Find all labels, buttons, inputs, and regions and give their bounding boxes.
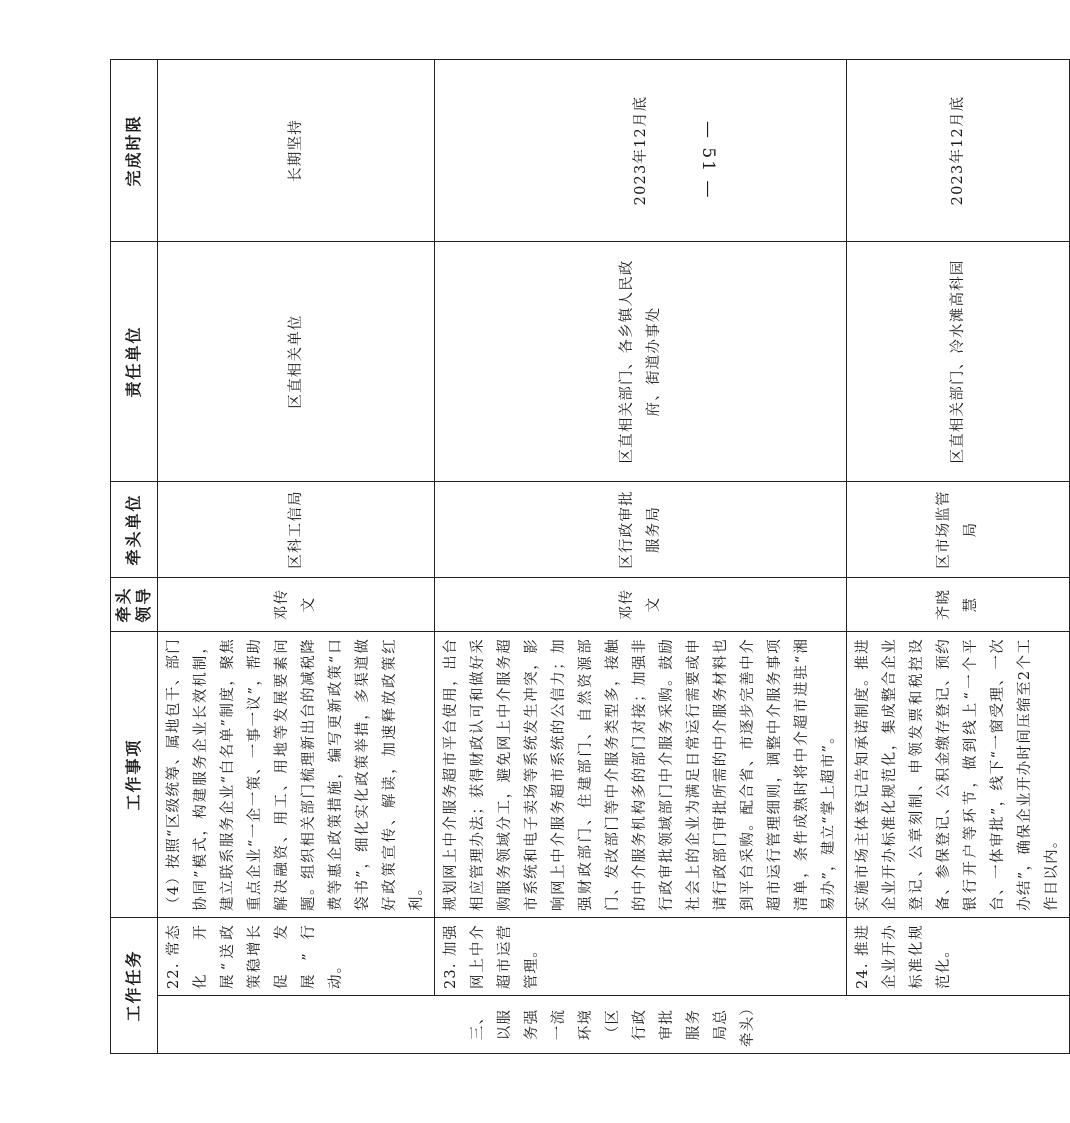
table-row	[847, 59, 1070, 1053]
work-task-table	[110, 59, 1070, 1054]
lead-unit-cell: 区市场监管局	[847, 481, 1070, 577]
item-cell: 实施市场主体登记告知承诺制度。推进企业开办标准化规范化，集成整合企业登记、公章刻制、申领发票和税控设备、参保登记、公积金缴存登记、预约银行开户等环节，做到线上“一个平台、一体审批”，线下“一窗受理、一次办结”，确保企业开办时间压缩至2个工作日以内。	[847, 631, 1070, 917]
category-cell: 三、以服务强一流环境（区行政审批服务局总牵头）	[158, 996, 1070, 1054]
header-task: 工作任务	[111, 917, 158, 1053]
header-row	[111, 59, 158, 1053]
leader-cell: 齐晓慧	[847, 577, 1070, 631]
deadline-cell: 2023年12月底	[847, 59, 1070, 241]
responsible-cell: 区直相关部门、冷水滩高科园	[847, 241, 1070, 481]
header-lead-unit: 牵头单位	[111, 481, 158, 577]
lead-unit-cell: 区行政审批服务局	[435, 481, 847, 577]
lead-unit-cell: 区科工信局	[158, 481, 435, 577]
responsible-cell: 区直相关部门、各乡镇人民政府、街道办事处	[435, 241, 847, 481]
header-item: 工作事项	[111, 631, 158, 917]
responsible-cell: 区直相关单位	[158, 241, 435, 481]
table-row	[435, 59, 847, 1053]
task-cell: 22. 常态化开展“送政策稳增长促发展”行动。	[158, 917, 435, 995]
header-responsible: 责任单位	[111, 241, 158, 481]
deadline-cell: 2023年12月底	[435, 59, 847, 241]
item-cell: （4）按照“区级统筹、属地包干、部门协同”模式，构建服务企业长效机制，建立联系服务企业“白名单”制度，聚焦重点企业“一企一策、一事一议”，帮助解决融资、用工、用地等发展要素问题。组织相关部门梳理新出台的减税降费等惠企政策措施，编写更新政策“口袋书”，细化实化政策举措，多渠道做好政策宣传、解读，加速释放政策红利。	[158, 631, 435, 917]
task-cell: 24. 推进企业开办标准化规范化。	[847, 917, 1070, 995]
task-cell: 23. 加强网上中介超市运营管理。	[435, 917, 847, 995]
table-row	[158, 59, 435, 1053]
leader-cell: 邓传文	[158, 577, 435, 631]
item-cell: 规划网上中介服务超市平台使用，出台相应管理办法；获得财政认可和做好采购服务领域分工，避免网上中介服务超市系统和电子卖场等系统发生冲突，影响网上中介服务超市系统的公信力；加强财政部门、住建部门、自然资源部门、发改部门等中介服务类型多，接触的中介服务机构多的部门对接；加强非行政审批领域部门中介服务采购。鼓励社会上的企业为满足日常运行需要或申请行政部门审批所需的中介服务材料也到平台采购。配合省、市逐步完善中介超市运行管理细则，调整中介服务事项清单，条件成熟时将中介超市进驻“湘易办”，建立“掌上超市”。	[435, 631, 847, 917]
deadline-cell: 长期坚持	[158, 59, 435, 241]
header-leader: 牵头领导	[111, 577, 158, 631]
leader-cell: 邓传文	[435, 577, 847, 631]
header-deadline: 完成时限	[111, 59, 158, 241]
page-number: — 51 —	[698, 120, 718, 200]
